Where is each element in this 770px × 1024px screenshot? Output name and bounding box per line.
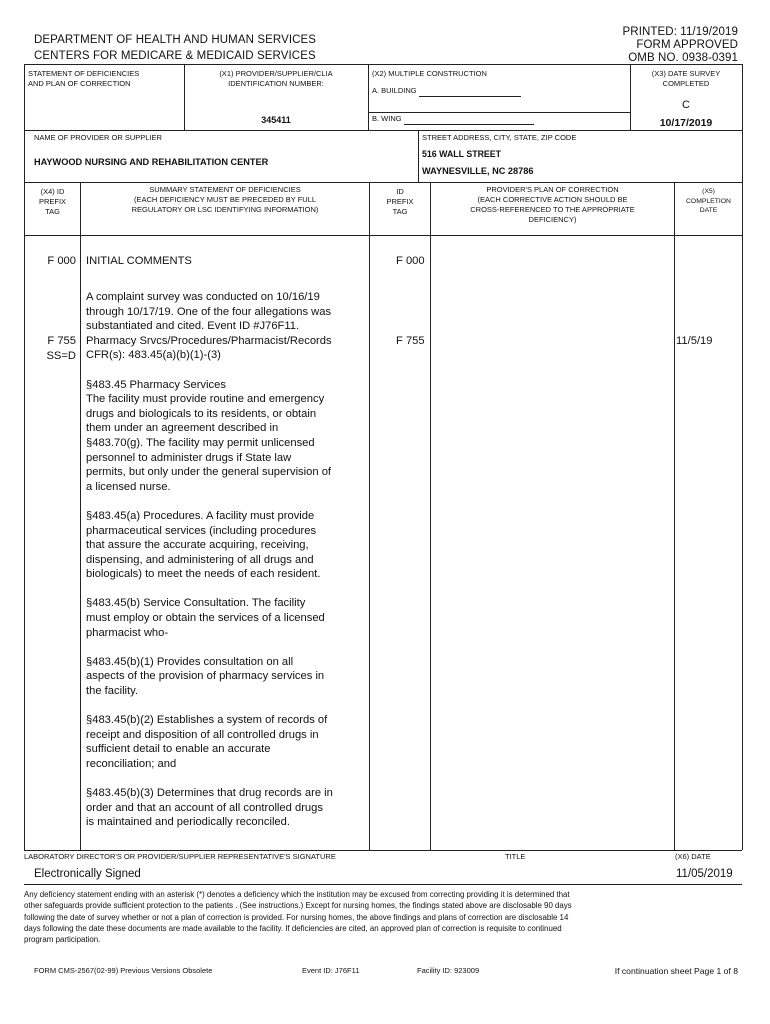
id-header (370, 187, 430, 217)
narrative-paragraph: §483.45(b) Service Consultation. The facility must employ or obtain the services of a licensed pharmacist who- (86, 597, 325, 639)
printed-date: PRINTED: 11/19/2019 (622, 26, 738, 38)
rule-provider (24, 130, 742, 131)
address-city: WAYNESVILLE, NC 28786 (422, 166, 534, 176)
border-right (742, 64, 743, 850)
narrative-paragraph: A complaint survey was conducted on 10/16/19 through 10/17/19. One of the four allegations was substantiated and cited. Event ID #J76F11. Pharmacy Srvcs/Procedures/Pharmacist/Records CFR(s): 483.45(a)(b)(1)-(3) (86, 291, 332, 362)
x2-wing-text: B. WING (372, 114, 402, 123)
x5-header (675, 187, 742, 216)
divider-x3 (630, 64, 631, 130)
plan-header (431, 185, 674, 225)
x3-letter: C (682, 99, 690, 111)
signature-value: Electronically Signed (34, 868, 141, 880)
signature-label: LABORATORY DIRECTOR'S OR PROVIDER/SUPPLIER REPRESENTATIVE'S SIGNATURE (24, 852, 336, 861)
initial-comments-title: INITIAL COMMENTS (86, 255, 192, 267)
plan-header-4: DEFICIENCY) (528, 215, 577, 224)
id-header-1: ID (396, 187, 404, 196)
statement-label-2: AND PLAN OF CORRECTION (28, 79, 131, 88)
wing-blank (404, 114, 534, 125)
rule-top (24, 64, 742, 65)
narrative-paragraph: §483.45(b)(3) Determines that drug records are in order and that an account of all controlled drugs is maintained and periodically reconciled. (86, 787, 333, 829)
rule-signature (24, 850, 742, 851)
form-number: FORM CMS-2567(02-99) Previous Versions Obsolete (34, 966, 213, 975)
x1-label-2: IDENTIFICATION NUMBER: (228, 79, 324, 88)
page-indicator: If continuation sheet Page 1 of 8 (614, 966, 738, 976)
divider-x2 (368, 64, 369, 130)
summary-header-3: REGULATORY OR LSC IDENTIFYING INFORMATION) (131, 205, 319, 214)
rule-disclaimer (24, 884, 742, 885)
statement-label-1: STATEMENT OF DEFICIENCIES (28, 69, 140, 78)
scope-severity: SS=D (46, 350, 76, 362)
omb-number: OMB NO. 0938-0391 (628, 52, 738, 64)
x1-label-1: (X1) PROVIDER/SUPPLIER/CLIA (219, 69, 333, 78)
x5-header-2: COMPLETION (686, 197, 731, 205)
x4-header-2: PREFIX (38, 197, 67, 206)
address-label: STREET ADDRESS, CITY, STATE, ZIP CODE (422, 133, 577, 142)
x4-header-1: (X4) ID (40, 187, 65, 196)
x2-building-text: A. BUILDING (372, 86, 417, 95)
completion-date: 11/5/19 (676, 335, 713, 347)
rule-wing (368, 112, 630, 113)
plan-header-3: CROSS-REFERENCED TO THE APPROPRIATE (470, 205, 635, 214)
building-blank (419, 86, 521, 97)
border-left (24, 64, 25, 850)
tag-f000-left: F 000 (47, 255, 76, 267)
divider-address (418, 130, 419, 182)
tag-f755-right: F 755 (396, 335, 425, 347)
department-line-2: CENTERS FOR MEDICARE & MEDICAID SERVICES (34, 50, 316, 62)
narrative-paragraph: §483.45(b)(1) Provides consultation on all aspects of the provision of pharmacy services in the facility. (86, 655, 325, 698)
divider-col-1 (80, 182, 81, 850)
provider-label: NAME OF PROVIDER OR SUPPLIER (34, 133, 162, 142)
event-id: Event ID: J76F11 (302, 966, 360, 975)
provider-name: HAYWOOD NURSING AND REHABILITATION CENTER (34, 157, 269, 167)
x5-header-1: (X5) (702, 188, 715, 195)
divider-col-2 (369, 182, 370, 850)
divider-col-3 (430, 182, 431, 850)
plan-header-1: PROVIDER'S PLAN OF CORRECTION (486, 185, 619, 194)
signature-date: 11/05/2019 (676, 868, 733, 880)
form-approved: FORM APPROVED (636, 39, 738, 51)
summary-header-1: SUMMARY STATEMENT OF DEFICIENCIES (149, 185, 301, 194)
tag-f755-left: F 755 (47, 335, 76, 347)
divider-col-4 (674, 182, 675, 850)
x5-header-3: DATE (699, 207, 718, 214)
x4-header-3: TAG (45, 207, 60, 216)
department-line-1: DEPARTMENT OF HEALTH AND HUMAN SERVICES (34, 34, 317, 46)
survey-completed-date: 10/17/2019 (659, 117, 713, 129)
x3-label-1: (X3) DATE SURVEY (651, 69, 721, 78)
divider-x1 (184, 64, 185, 130)
summary-header (81, 185, 369, 215)
tag-f000-right: F 000 (396, 255, 425, 267)
signature-date-label: (X6) DATE (675, 852, 711, 861)
address-street: 516 WALL STREET (422, 149, 502, 159)
rule-body (24, 235, 742, 236)
title-label: TITLE (505, 852, 526, 861)
x3-label-2: COMPLETED (662, 79, 710, 88)
id-header-2: PREFIX (386, 197, 414, 206)
narrative-paragraph: §483.45 Pharmacy Services The facility must provide routine and emergency drugs and biologicals to its residents, or obtain them under an agreement described in §483.70(g). The facility may permit unlicensed personnel to administer drugs if State law permits, but only under the general supervision of a licensed nurse. (86, 378, 332, 493)
narrative-paragraph: §483.45(b)(2) Establishes a system of records of receipt and disposition of all controlled drugs in sufficient detail to enable an accurate reconciliation; and (86, 714, 328, 770)
facility-id: Facility ID: 923009 (417, 966, 480, 975)
x4-header (25, 187, 80, 217)
rule-columns (24, 182, 742, 183)
id-header-3: TAG (392, 207, 408, 216)
x2-label: (X2) MULTIPLE CONSTRUCTION (372, 69, 487, 78)
disclaimer-text: Any deficiency statement ending with an asterisk (*) denotes a deficiency which the institution may be excused from correcting providing it is determined that other safeguards provide sufficient protection to the patients . (See instructions.) Except for nursing homes, the findings stated above are disclosable 90 days following the date of survey whether or not a plan of correction is provided. For nursing homes, the above findings and plans of correction are disclosable 14 days following the date these documents are made available to the facility. If deficiencies are cited, an approved plan of correction is requisite to continued program participation. (24, 890, 572, 945)
provider-id-number: 345411 (261, 115, 291, 125)
plan-header-2: (EACH CORRECTIVE ACTION SHOULD BE (477, 195, 628, 204)
summary-header-2: (EACH DEFICIENCY MUST BE PRECEDED BY FULL (133, 195, 317, 204)
deficiency-narrative (86, 290, 368, 845)
x2-building-label (372, 86, 521, 97)
x2-wing-label (372, 114, 534, 125)
narrative-paragraph: §483.45(a) Procedures. A facility must provide pharmaceutical services (including procedures that assure the accurate acquiring, receiving, dispensing, and administering of all drugs and biologicals) to meet the needs of each resident. (86, 509, 321, 581)
